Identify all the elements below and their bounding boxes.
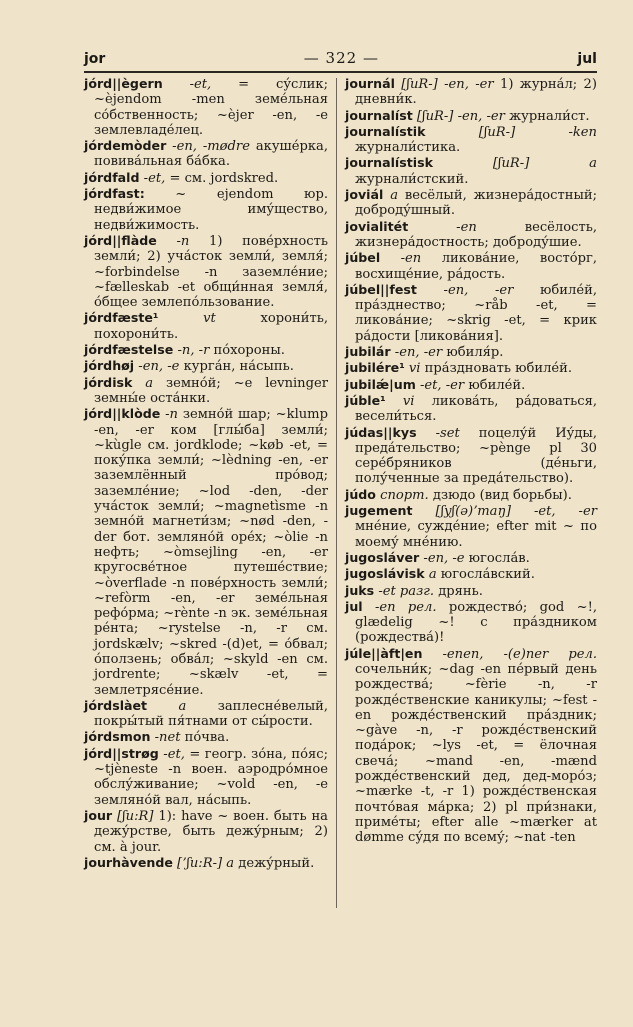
entry-headword: júble¹ <box>345 392 386 408</box>
entry-grammar: -et разг. <box>374 583 435 599</box>
header-left-word: jor <box>84 51 106 67</box>
column-divider <box>336 78 337 908</box>
entry-translation: 1) журна́л; 2) дневни́к. <box>355 77 597 108</box>
entry-grammar: -en, -e <box>419 550 465 566</box>
entry-headword: juks <box>345 582 375 598</box>
entry-headword: jórdsmon <box>84 729 151 745</box>
entry-translation: югосла́вский. <box>436 567 535 583</box>
dictionary-entry <box>84 342 328 358</box>
dictionary-entry <box>345 583 597 599</box>
entry-headword: jul <box>345 598 363 614</box>
entry-translation: журнали́ст. <box>504 108 590 124</box>
entry-translation: сочельни́к; ~dag -en пе́рвый день рождества́; ~fèrie -n, -r рожде́ственские каникулы; ~fest -en рожде́ственский пра́здник; ~gàve -n, -r рожде́ственский пода́рок; ~lys -et, = ёлочная свеча́; ~mand -en, -mænd рожде́ственский дед, дед-моро́з; ~mærke -t, -r 1) рожде́ственская почто́вая ма́рка; 2) pl при́знаки, приме́ты; efter alle ~mærker at dømme су́дя по всему́; ~nat -ten <box>355 661 597 846</box>
entry-translation: акуше́рка, повива́льная ба́бка. <box>94 139 328 170</box>
entry-headword: jovialitét <box>345 218 409 234</box>
entry-translation: = геогр. зо́на, по́яс; ~tjèneste -n воен. аэродро́мное обслу́живание; ~vold -en, -e земляно́й вал, на́сыпь. <box>94 746 328 808</box>
entry-translation: по́чва. <box>180 730 230 746</box>
entry-headword: jórdemòder <box>84 138 167 154</box>
entry-translation: мне́ние, сужде́ние; efter mit ~ по моему́ мне́нию. <box>355 519 597 550</box>
entry-translation: земно́й шар; ~klump -en, -er ком [глы́ба] земли́; ~kùgle см. jordklode; ~køb -et, = поку́пка земли́; ~lèdning -en, -er заземлённый про́вод; заземле́ние; ~lod -den, -der уча́сток земли́; ~magnetìsme -n земно́й магнети́зм; ~nød -den, -der бот. земляно́й оре́х; ~òlie -n нефть; ~òmsejling -en, -er кругосве́тное путеше́ствие; ~òverflade -n пове́рхность земли́; ~refòrm -en, -er земе́льная рефо́рма; ~rènte -n эк. земе́льная ре́нта; ~rystelse -n, -r см. jordskælv; ~skred -(d)et, = о́бвал; о́ползень; обва́л; ~skyld -en см. jordrente; ~skælv -et, = землетрясе́ние. <box>94 407 328 698</box>
entry-headword: jórdslàet <box>84 697 148 713</box>
dictionary-entry <box>345 487 597 503</box>
entry-headword: jugosláver <box>345 549 420 565</box>
entry-grammar: a <box>424 567 437 583</box>
dictionary-entry <box>345 599 597 646</box>
dictionary-entry <box>345 187 597 219</box>
dictionary-entry <box>345 124 597 156</box>
entry-grammar: -set <box>416 425 460 441</box>
entry-grammar: a <box>147 698 187 714</box>
entry-grammar: -et, <box>139 170 166 186</box>
entry-grammar: -et, <box>158 746 185 762</box>
entry-translation: заплесне́велый, покры́тый пя́тнами от сы́рости. <box>94 698 329 730</box>
entry-translation: дзюдо (вид борьбы). <box>428 487 572 503</box>
entry-translation: юбиле́й, пра́зднество; ~råb -et, = ликова́ние; ~skrig -et, = крик ра́дости [ликова́ния]. <box>355 282 597 344</box>
dictionary-entry <box>345 425 597 487</box>
entry-headword: jubilǽ|um <box>345 376 416 392</box>
dictionary-entry <box>84 233 328 310</box>
entry-headword: jubilére¹ <box>345 360 405 376</box>
entry-translation: хорони́ть, похорони́ть. <box>94 311 328 342</box>
entry-grammar: -en, -er <box>390 345 443 361</box>
entry-headword: journál <box>345 76 395 91</box>
entry-grammar: [ʃuR-] -en, -er <box>394 77 494 92</box>
entry-headword: journalístisk <box>345 155 433 171</box>
entry-grammar: [ʼʃu:R-] a <box>172 855 235 871</box>
entry-grammar: a <box>383 188 399 204</box>
entry-translation: = см. jordskred. <box>165 170 279 186</box>
entry-translation: курга́н, на́сыпь. <box>179 359 294 375</box>
entry-translation: весёлый, жизнера́достный; доброду́шный. <box>355 188 598 219</box>
entry-grammar: -en рел. <box>362 599 437 615</box>
dictionary-entry <box>345 646 597 846</box>
dictionary-entry <box>84 855 328 871</box>
dictionary-entry <box>345 360 597 376</box>
entry-translation: дежу́рный. <box>234 855 315 871</box>
entry-grammar: vi <box>404 361 421 377</box>
entry-headword: jubilár <box>345 344 391 360</box>
entry-translation: ликова́ние, восто́рг, восхище́ние, ра́дость. <box>355 251 597 282</box>
dictionary-entry <box>84 138 328 170</box>
entry-headword: jour <box>84 807 113 823</box>
header-right-word: jul <box>577 51 597 67</box>
entry-grammar: -net <box>150 730 181 746</box>
entry-translation: ликова́ть, ра́доваться, весели́ться. <box>355 393 597 425</box>
entry-translation: по́хороны. <box>209 343 285 359</box>
dictionary-entry <box>345 344 597 360</box>
dictionary-entry <box>84 729 328 745</box>
dictionary-entry <box>84 76 328 138</box>
entry-translation: юбиля́р. <box>442 345 504 361</box>
entry-headword: jórdfast: <box>84 186 145 202</box>
entry-headword: júdo <box>345 486 376 502</box>
entry-translation: журнали́стика. <box>355 140 461 156</box>
entry-translation: пра́здновать юбиле́й. <box>420 361 573 377</box>
entry-translation: дрянь. <box>434 583 483 599</box>
entry-headword: jórd||ègern <box>84 76 163 91</box>
entry-headword: júle||àft|en <box>345 645 423 661</box>
dictionary-entry <box>345 155 597 187</box>
entry-grammar: [ʃu:R] <box>112 808 154 824</box>
entry-grammar: vi <box>385 393 415 409</box>
entry-grammar: -et, -er <box>415 377 465 393</box>
entry-grammar: -n, -r <box>173 343 210 359</box>
entry-headword: jórdfæstelse <box>84 342 174 358</box>
entry-headword: jórd||klòde <box>84 406 161 422</box>
entry-headword: jórdhøj <box>84 358 135 374</box>
entry-headword: journalíst <box>345 107 413 123</box>
entry-grammar: [ʃuR-] -en, -er <box>412 108 505 124</box>
dictionary-entry <box>345 76 597 108</box>
entry-translation: журнали́стский. <box>355 171 469 187</box>
entry-translation: ~ ejendom юр. недви́жимое иму́щество, недви́жимость. <box>94 187 328 233</box>
entry-headword: journalístik <box>345 123 426 139</box>
entry-grammar: спорт. <box>375 487 429 503</box>
dictionary-entry <box>345 250 597 282</box>
dictionary-entry <box>84 808 328 855</box>
entry-grammar: -en, -mødre <box>166 139 250 155</box>
entry-translation: поцелу́й Иу́ды, преда́тельство; ~pènge pl 30 сере́бряников (де́ньги, полу́ченные за преда́тельство). <box>355 425 597 487</box>
entry-grammar: -en <box>408 219 477 235</box>
dictionary-entry <box>345 393 597 425</box>
entry-headword: jórdfald <box>84 169 140 185</box>
entry-headword: jórd||strøg <box>84 745 159 761</box>
entry-headword: jugement <box>345 503 413 519</box>
dictionary-entry <box>84 746 328 808</box>
entry-headword: júbel <box>345 250 381 266</box>
entry-translation: земно́й; ~e levninger земны́е оста́нки. <box>94 375 329 406</box>
entry-headword: jourhàvende <box>84 854 173 870</box>
entry-headword: jórd||flàde <box>84 232 157 248</box>
entry-grammar: -en <box>380 251 422 267</box>
header-rule <box>84 71 597 73</box>
entry-grammar: [ʃuR-] a <box>432 156 597 172</box>
entry-translation: юбиле́й. <box>464 377 526 393</box>
entry-headword: júdas||kys <box>345 424 417 440</box>
dictionary-entry <box>84 698 328 730</box>
entry-grammar: -et, <box>162 77 212 92</box>
dictionary-entry <box>345 377 597 393</box>
dictionary-entry <box>84 375 328 407</box>
entry-translation: = су́слик; ~èjendom -men земе́льная со́бственность; ~èjer -en, -e землевладе́лец. <box>94 77 328 138</box>
entry-translation: рождество́; god ~!, glædelig ~! с пра́здником (рождества́)! <box>355 599 597 646</box>
dictionary-entry <box>345 550 597 566</box>
entry-translation: 1): have ~ воен. быть на дежу́рстве, быть дежу́рным; 2) см. à jour. <box>94 808 328 855</box>
dictionary-entry <box>345 566 597 582</box>
entry-headword: jórdisk <box>84 374 133 390</box>
dictionary-entry <box>345 503 597 550</box>
entry-grammar: -n <box>156 233 190 249</box>
dictionary-entry <box>84 358 328 374</box>
entry-headword: jugoslávisk <box>345 566 425 582</box>
dictionary-entry <box>84 310 328 342</box>
entry-grammar: [ʃuR-] -ken <box>425 124 597 140</box>
entry-headword: joviál <box>345 187 384 203</box>
entry-translation: югосла́в. <box>464 550 530 566</box>
page-header <box>84 49 597 69</box>
dictionary-entry <box>345 219 597 251</box>
entry-grammar: -n <box>160 407 178 423</box>
dictionary-entry <box>345 108 597 124</box>
entry-headword: jórdfæste¹ <box>84 310 159 326</box>
entry-grammar: vt <box>158 311 216 327</box>
entry-grammar: a <box>132 375 154 391</box>
dictionary-entry <box>84 406 328 698</box>
entry-grammar: -en, -er <box>416 282 514 298</box>
right-column <box>345 76 597 846</box>
entry-grammar: [ʃyʃ(ə)ʼmaŋ] -et, -er <box>412 504 597 520</box>
entry-translation: весёлость, жизнера́достность; доброду́шие. <box>355 219 597 250</box>
entry-translation: 1) пове́рхность земли́; 2) уча́сток земли́, земля́; ~forbindelse -n заземле́ние; ~fælleskab -et общи́нная земля́, о́бщее землепо́льзование. <box>94 233 328 311</box>
dictionary-entry <box>345 282 597 344</box>
dictionary-entry <box>84 170 328 186</box>
entry-grammar: -en, -e <box>134 359 180 375</box>
page-number: — 322 — <box>303 49 379 67</box>
left-column <box>84 76 328 871</box>
dictionary-entry <box>84 186 328 233</box>
entry-headword: júbel||fest <box>345 281 417 297</box>
entry-grammar: -enen, -(e)ner рел. <box>422 646 597 662</box>
